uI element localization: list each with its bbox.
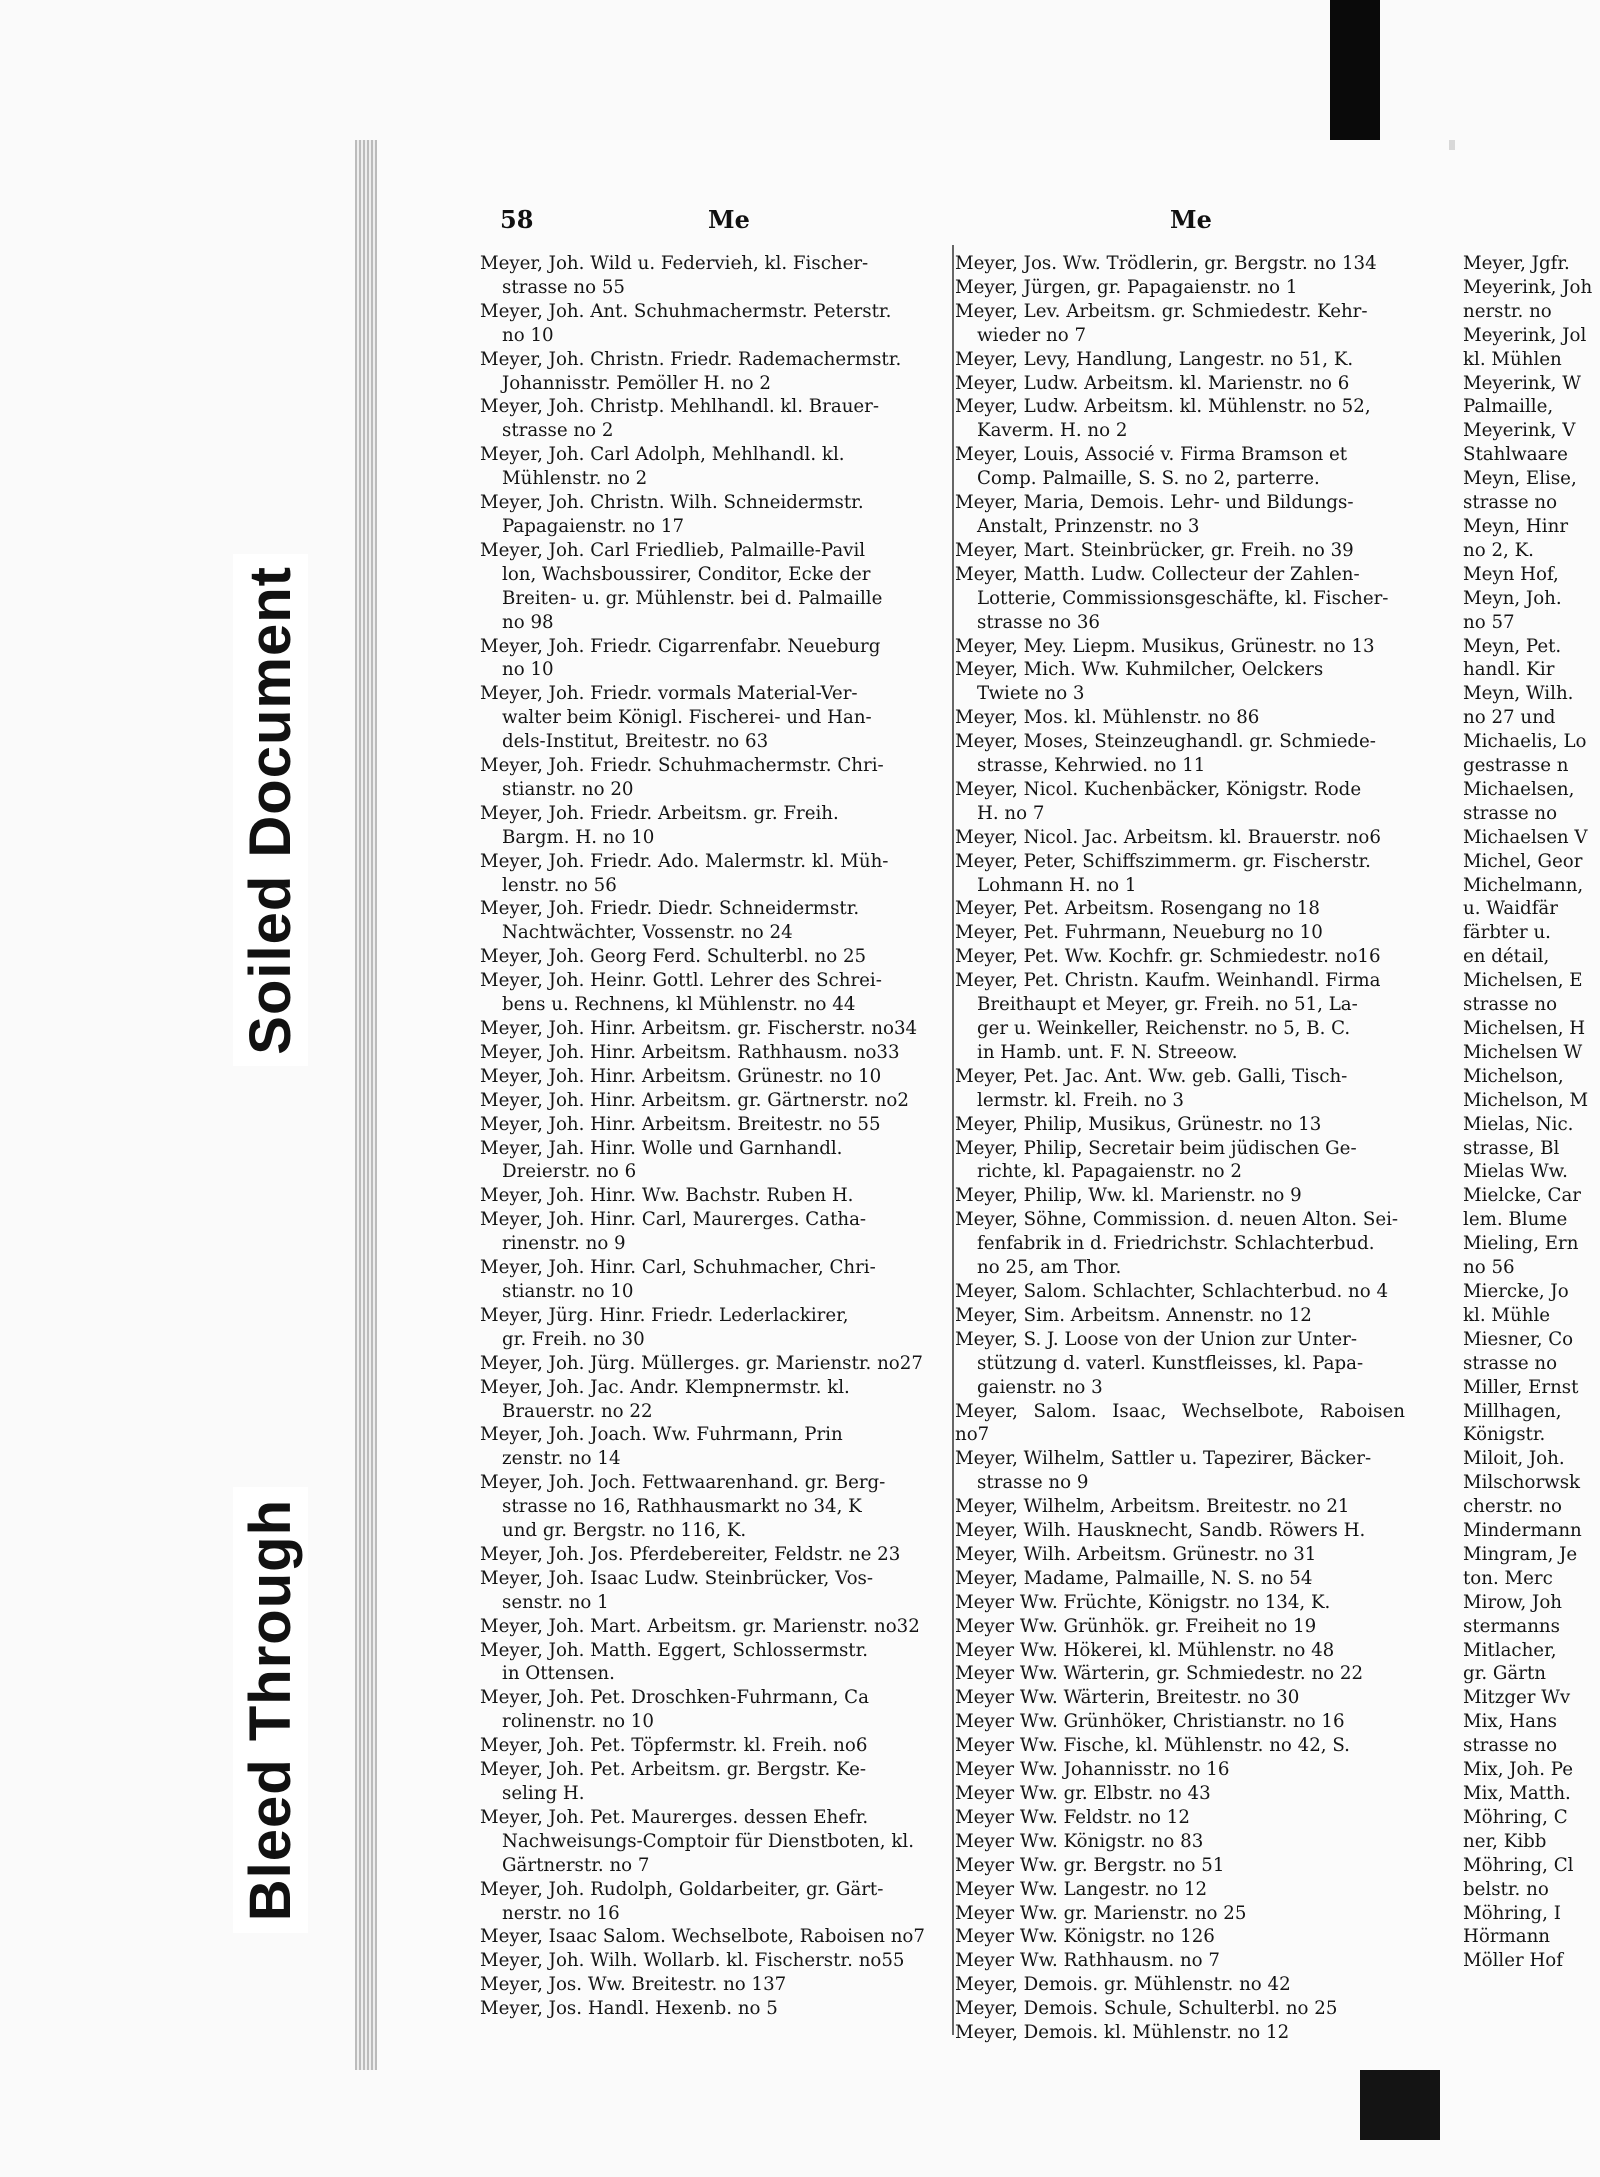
directory-entry-line: stützung d. vaterl. Kunstfleisses, kl. Papa- [977, 1352, 1364, 1374]
directory-entry-line: no 57 [1463, 611, 1515, 633]
directory-entry-line: Meyer, Joh. Joach. Ww. Fuhrmann, Prin [480, 1424, 843, 1446]
directory-entry-line: rinenstr. no 9 [502, 1233, 626, 1255]
directory-entry-line: Mirow, Joh [1463, 1591, 1563, 1613]
directory-entry-line: Mix, Hans [1463, 1711, 1558, 1733]
directory-entry-line: lermstr. kl. Freih. no 3 [977, 1089, 1185, 1111]
directory-entry-line: Meyer, Philip, Secretair beim jüdischen Ge- [955, 1137, 1357, 1159]
directory-entry-line: Mitlacher, [1463, 1639, 1557, 1661]
directory-entry-line: Meyer Ww. Hökerei, kl. Mühlenstr. no 48 [955, 1639, 1335, 1661]
directory-entry-line: Meyer, Joh. Wilh. Wollarb. kl. Fischerstr. no55 [480, 1950, 905, 1972]
directory-entry-line: Meyer Ww. Feldstr. no 12 [955, 1806, 1190, 1828]
directory-entry-line: Meyn, Joh. [1463, 587, 1562, 609]
directory-entry-line: Miesner, Co [1463, 1328, 1574, 1350]
directory-column-3 [1463, 252, 1600, 1973]
directory-entry-line: Mix, Joh. Pe [1463, 1759, 1573, 1781]
directory-entry-line: Meyer, Joh. Friedr. Diedr. Schneidermstr. [480, 898, 860, 920]
directory-entry-line: Meyer, Joh. Pet. Arbeitsm. gr. Bergstr. Ke- [480, 1759, 867, 1781]
directory-entry-line: Bargm. H. no 10 [502, 826, 655, 848]
directory-entry-line: Meyer, Joh. Carl Friedlieb, Palmaille-Pavil [480, 539, 866, 561]
directory-entry-line: Meyerink, Jol [1463, 324, 1587, 346]
directory-entry-line: strasse no 2 [502, 420, 614, 442]
directory-entry-line: Meyerink, V [1463, 420, 1576, 442]
directory-entry-line: stermanns [1463, 1615, 1560, 1637]
directory-entry-line: Meyer, Salom. Isaac, Wechselbote, Raboisen no7 [955, 1400, 1405, 1446]
directory-entry-line: no 56 [1463, 1257, 1515, 1279]
directory-entry-line: Brauerstr. no 22 [502, 1400, 653, 1422]
directory-entry-line: Meyer, Joh. Pet. Maurerges. dessen Ehefr. [480, 1806, 869, 1828]
directory-entry-line: Meyn Hof, [1463, 563, 1559, 585]
directory-entry-line: bens u. Rechnens, kl Mühlenstr. no 44 [502, 994, 856, 1016]
directory-entry-line: ger u. Weinkeller, Reichenstr. no 5, B. C. [977, 1018, 1351, 1039]
directory-entry-line: Königstr. [1463, 1424, 1546, 1446]
directory-entry-line: Meyer, Moses, Steinzeughandl. gr. Schmiede- [955, 731, 1376, 753]
directory-entry-line: Meyer, Mart. Steinbrücker, gr. Freih. no 39 [955, 539, 1354, 561]
directory-entry-line: Mindermann [1463, 1520, 1582, 1542]
directory-entry-line: Möhring, Cl [1463, 1854, 1574, 1876]
directory-entry-line: Meyer, Joh. Georg Ferd. Schulterbl. no 25 [480, 946, 867, 968]
directory-entry-line: Meyer, Jos. Ww. Trödlerin, gr. Bergstr. no 134 [955, 253, 1377, 274]
directory-entry-line: Michelson, [1463, 1065, 1564, 1087]
directory-entry-line: fenfabrik in d. Friedrichstr. Schlachterbud. [977, 1233, 1375, 1255]
directory-entry-line: Meyer, Joh. Friedr. Schuhmachermstr. Chri- [480, 755, 884, 777]
directory-entry-line: Meyer, Pet. Fuhrmann, Neueburg no 10 [955, 922, 1323, 944]
directory-entry-line: Michel, Geor [1463, 850, 1583, 872]
directory-entry-line: Anstalt, Prinzenstr. no 3 [977, 515, 1200, 537]
directory-entry-line: Meyer Ww. gr. Marienstr. no 25 [955, 1902, 1247, 1924]
directory-entry-line: Meyer, Demois. kl. Mühlenstr. no 12 [955, 2022, 1290, 2044]
directory-entry-line: dels-Institut, Breitestr. no 63 [502, 731, 769, 753]
directory-entry-line: Meyer Ww. Grünhöker, Christianstr. no 16 [955, 1711, 1345, 1733]
directory-entry-line: Meyer Ww. Langestr. no 12 [955, 1878, 1208, 1900]
directory-entry-line: Mix, Matth. [1463, 1783, 1571, 1804]
directory-entry-line: Meyer, Levy, Handlung, Langestr. no 51, K. [955, 348, 1354, 370]
directory-entry-line: färbter u. [1463, 922, 1551, 944]
directory-entry-line: Meyer, Joh. Jürg. Müllerges. gr. Marienstr. no27 [480, 1352, 923, 1374]
directory-entry-line: Meyer, Joh. Rudolph, Goldarbeiter, gr. Gärt- [480, 1878, 884, 1900]
directory-entry-line: no 2, K. [1463, 539, 1534, 561]
directory-entry-line: Meyer, Joh. Wild u. Federvieh, kl. Fischer- [480, 253, 869, 274]
directory-entry-line: no 98 [502, 611, 554, 633]
column-divider [952, 245, 954, 2035]
directory-entry-line: Meyer, Joh. Hinr. Arbeitsm. Breitestr. no 55 [480, 1113, 881, 1135]
directory-entry-line: richte, kl. Papagaienstr. no 2 [977, 1161, 1242, 1183]
directory-entry-line: Meyer, Maria, Demois. Lehr- und Bildungs- [955, 492, 1354, 514]
directory-entry-line: strasse no 55 [502, 276, 625, 298]
directory-entry-line: strasse no [1463, 1352, 1558, 1374]
directory-entry-line: Mieling, Ern [1463, 1233, 1579, 1255]
directory-entry-line: Meyer, Wilh. Arbeitsm. Grünestr. no 31 [955, 1543, 1317, 1565]
directory-entry-line: lenstr. no 56 [502, 874, 617, 896]
directory-entry-line: Meyer Ww. Königstr. no 126 [955, 1926, 1215, 1948]
directory-entry-line: Meyer, Joh. Christn. Wilh. Schneidermstr. [480, 492, 864, 514]
directory-entry-line: Gärtnerstr. no 7 [502, 1854, 650, 1876]
directory-entry-line: en détail, [1463, 946, 1550, 968]
directory-entry-line: stianstr. no 20 [502, 778, 634, 800]
directory-entry-line: Meyer Ww. Johannisstr. no 16 [955, 1759, 1230, 1781]
directory-entry-line: Meyer, Pet. Jac. Ant. Ww. geb. Galli, Tisch- [955, 1065, 1348, 1087]
directory-entry-line: Meyer, Pet. Ww. Kochfr. gr. Schmiedestr. no16 [955, 946, 1381, 968]
directory-entry-line: Möhring, C [1463, 1806, 1568, 1828]
directory-entry-line: Meyer, Nicol. Kuchenbäcker, Königstr. Rode [955, 778, 1362, 800]
directory-entry-line: Meyer, S. J. Loose von der Union zur Unter- [955, 1328, 1357, 1350]
directory-entry-line: lon, Wachsboussirer, Conditor, Ecke der [502, 563, 871, 585]
directory-entry-line: Meyer, Joh. Hinr. Arbeitsm. gr. Fischerstr. no34 [480, 1018, 918, 1039]
directory-entry-line: Meyer, Wilhelm, Sattler u. Tapezirer, Bäcker- [955, 1448, 1372, 1470]
directory-entry-line: Meyer, Joh. Friedr. Arbeitsm. gr. Freih. [480, 802, 839, 824]
directory-entry-line: strasse no 9 [977, 1472, 1089, 1494]
directory-entry-line: Mühlenstr. no 2 [502, 468, 648, 490]
directory-entry-line: Comp. Palmaille, S. S. no 2, parterre. [977, 468, 1320, 490]
directory-entry-line: no 27 und [1463, 707, 1556, 729]
bleed-through-label: Bleed Through [237, 1498, 303, 1922]
directory-entry-line: H. no 7 [977, 802, 1045, 824]
directory-entry-line: Meyer, Joh. Hinr. Arbeitsm. gr. Gärtnerstr. no2 [480, 1089, 909, 1111]
directory-entry-line: Kaverm. H. no 2 [977, 420, 1128, 442]
directory-entry-line: gestrasse n [1463, 755, 1569, 777]
directory-entry-line: Meyer, Jos. Ww. Breitestr. no 137 [480, 1974, 787, 1996]
directory-entry-line: Meyer, Joh. Friedr. Cigarrenfabr. Neueburg [480, 635, 881, 657]
directory-entry-line: in Ottensen. [502, 1663, 615, 1685]
directory-entry-line: Nachtwächter, Vossenstr. no 24 [502, 922, 793, 944]
directory-entry-line: Meyer Ww. gr. Elbstr. no 43 [955, 1783, 1211, 1804]
scan-top-right [1380, 0, 1600, 160]
directory-entry-line: Twiete no 3 [977, 683, 1085, 705]
directory-entry-line: strasse no 36 [977, 611, 1100, 633]
directory-entry-line: Meyer, Joh. Ant. Schuhmachermstr. Peterstr. [480, 300, 892, 322]
directory-entry-line: Meyer, Joh. Hinr. Carl, Maurerges. Catha- [480, 1209, 867, 1231]
directory-entry-line: lem. Blume [1463, 1209, 1568, 1231]
directory-entry-line: strasse no [1463, 1735, 1558, 1757]
directory-entry-line: Palmaille, [1463, 396, 1554, 418]
directory-entry-line: Michelmann, [1463, 874, 1584, 896]
directory-entry-line: Meyerink, Joh [1463, 276, 1593, 298]
directory-entry-line: Meyer, Matth. Ludw. Collecteur der Zahlen- [955, 563, 1360, 585]
directory-entry-line: Meyer, Jürg. Hinr. Friedr. Lederlackirer, [480, 1304, 849, 1326]
directory-entry-line: Hörmann [1463, 1926, 1551, 1948]
directory-entry-line: gr. Freih. no 30 [502, 1328, 645, 1350]
directory-entry-line: Michelsen, E [1463, 970, 1583, 992]
directory-entry-line: Milschorwsk [1463, 1472, 1581, 1494]
directory-entry-line: Meyer, Joh. Joch. Fettwaarenhand. gr. Berg- [480, 1472, 886, 1494]
directory-entry-line: Meyer, Jgfr. [1463, 253, 1570, 274]
directory-entry-line: Millhagen, [1463, 1400, 1562, 1422]
directory-entry-line: no 25, am Thor. [977, 1257, 1122, 1279]
directory-column-1 [480, 252, 950, 2021]
directory-entry-line: zenstr. no 14 [502, 1448, 621, 1470]
directory-entry-line: Michaelis, Lo [1463, 731, 1587, 753]
directory-entry-line: Meyer Ww. Grünhök. gr. Freiheit no 19 [955, 1615, 1317, 1637]
directory-entry-line: Meyer, Peter, Schiffszimmerm. gr. Fischerstr. [955, 850, 1371, 872]
directory-entry-line: Meyer, Joh. Christp. Mehlhandl. kl. Brauer- [480, 396, 880, 418]
soiled-document-label: Soiled Document [237, 565, 303, 1055]
directory-entry-line: gr. Gärtn [1463, 1663, 1546, 1685]
directory-entry-line: stianstr. no 10 [502, 1280, 634, 1302]
directory-entry-line: und gr. Bergstr. no 116, K. [502, 1520, 747, 1542]
directory-entry-line: Meyer, Pet. Christn. Kaufm. Weinhandl. Firma [955, 970, 1381, 992]
directory-entry-line: Meyer, Ludw. Arbeitsm. kl. Marienstr. no 6 [955, 372, 1350, 394]
directory-column-2 [955, 252, 1405, 2045]
directory-entry-line: Michelson, M [1463, 1089, 1589, 1111]
directory-entry-line: Meyer, Joh. Carl Adolph, Mehlhandl. kl. [480, 444, 845, 466]
directory-entry-line: Meyer, Wilh. Hausknecht, Sandb. Röwers H. [955, 1520, 1366, 1542]
directory-entry-line: Meyer, Joh. Pet. Töpfermstr. kl. Freih. no6 [480, 1735, 868, 1757]
directory-entry-line: Miloit, Joh. [1463, 1448, 1565, 1470]
directory-entry-line: Meyer, Wilhelm, Arbeitsm. Breitestr. no 21 [955, 1496, 1350, 1518]
directory-entry-line: Mitzger Wv [1463, 1687, 1571, 1709]
directory-entry-line: Meyer, Sim. Arbeitsm. Annenstr. no 12 [955, 1304, 1312, 1326]
directory-entry-line: Meyer, Ludw. Arbeitsm. kl. Mühlenstr. no 52, [955, 396, 1371, 418]
directory-entry-line: strasse no [1463, 994, 1558, 1016]
directory-entry-line: Meyn, Wilh. [1463, 683, 1574, 705]
directory-entry-line: Meyer Ww. Rathhausm. no 7 [955, 1950, 1220, 1972]
directory-entry-line: Meyer, Joh. Matth. Eggert, Schlossermstr. [480, 1639, 869, 1661]
directory-entry-line: Meyer Ww. gr. Bergstr. no 51 [955, 1854, 1225, 1876]
directory-entry-line: Meyer, Mos. kl. Mühlenstr. no 86 [955, 707, 1260, 729]
directory-entry-line: strasse, Kehrwied. no 11 [977, 755, 1206, 777]
directory-entry-line: belstr. no [1463, 1878, 1549, 1900]
directory-entry-line: in Hamb. unt. F. N. Streeow. [977, 1041, 1238, 1063]
directory-entry-line: kl. Mühlen [1463, 348, 1562, 370]
directory-entry-line: Meyer, Demois. Schule, Schulterbl. no 25 [955, 1998, 1338, 2020]
directory-entry-line: Meyer, Demois. gr. Mühlenstr. no 42 [955, 1974, 1291, 1996]
directory-entry-line: ton. Merc [1463, 1567, 1553, 1589]
directory-entry-line: Mielas Ww. [1463, 1161, 1568, 1183]
directory-entry-line: Meyer, Jürgen, gr. Papagaienstr. no 1 [955, 276, 1298, 298]
directory-entry-line: wieder no 7 [977, 324, 1087, 346]
directory-entry-line: strasse no [1463, 802, 1558, 824]
directory-entry-line: Meyer, Joh. Hinr. Ww. Bachstr. Ruben H. [480, 1185, 854, 1207]
directory-entry-line: Meyer, Joh. Friedr. Ado. Malermstr. kl. Müh- [480, 850, 889, 872]
directory-entry-line: Michaelsen V [1463, 826, 1588, 848]
bleed-through-label-wrap [190, 1430, 350, 1990]
directory-entry-line: Meyer, Joh. Hinr. Arbeitsm. Rathhausm. no33 [480, 1041, 900, 1063]
directory-entry-line: Dreierstr. no 6 [502, 1161, 637, 1183]
directory-entry-line: nerstr. no [1463, 300, 1552, 322]
directory-entry-line: Meyer, Joh. Hinr. Carl, Schuhmacher, Chri- [480, 1257, 876, 1279]
directory-entry-line: Meyer, Joh. Heinr. Gottl. Lehrer des Schrei- [480, 970, 882, 992]
directory-entry-line: Meyer, Joh. Mart. Arbeitsm. gr. Marienstr. no32 [480, 1615, 920, 1637]
directory-entry-line: Meyer, Joh. Isaac Ludw. Steinbrücker, Vos- [480, 1567, 874, 1589]
directory-entry-line: Meyer, Mey. Liepm. Musikus, Grünestr. no 13 [955, 635, 1375, 657]
directory-entry-line: Papagaienstr. no 17 [502, 515, 685, 537]
directory-entry-line: Mielas, Nic. [1463, 1113, 1574, 1135]
directory-entry-line: Breithaupt et Meyer, gr. Freih. no 51, La- [977, 994, 1358, 1016]
page-number: 58 [500, 205, 534, 234]
directory-entry-line: Meyer Ww. Fische, kl. Mühlenstr. no 42, S. [955, 1735, 1350, 1757]
directory-entry-line: no 10 [502, 659, 554, 681]
directory-entry-line: Johannisstr. Pemöller H. no 2 [502, 372, 771, 394]
directory-entry-line: Meyer, Isaac Salom. Wechselbote, Raboisen no7 [480, 1926, 925, 1948]
directory-entry-line: Meyer, Salom. Schlachter, Schlachterbud. no 4 [955, 1280, 1389, 1302]
directory-entry-line: Meyer, Joh. Hinr. Arbeitsm. Grünestr. no 10 [480, 1065, 882, 1087]
directory-entry-line: ner, Kibb [1463, 1830, 1547, 1852]
directory-entry-line: Meyer, Louis, Associé v. Firma Bramson et [955, 444, 1348, 466]
directory-entry-line: Michaelsen, [1463, 778, 1575, 800]
column-2-heading: Me [1170, 205, 1212, 234]
directory-entry-line: Miller, Ernst [1463, 1376, 1579, 1398]
directory-entry-line: no 10 [502, 324, 554, 346]
directory-entry-line: Meyn, Elise, [1463, 468, 1577, 490]
directory-entry-line: Michelsen W [1463, 1041, 1583, 1063]
page-edge [355, 140, 377, 2070]
directory-entry-line: Meyer, Madame, Palmaille, N. S. no 54 [955, 1567, 1313, 1589]
directory-entry-line: Meyer, Mich. Ww. Kuhmilcher, Oelckers [955, 659, 1324, 681]
directory-entry-line: Lohmann H. no 1 [977, 874, 1137, 896]
directory-entry-line: Meyer, Joh. Pet. Droschken-Fuhrmann, Ca [480, 1687, 869, 1709]
directory-entry-line: Meyer Ww. Königstr. no 83 [955, 1830, 1204, 1852]
scan-dark-strip [1330, 0, 1380, 150]
directory-entry-line: Meyer, Söhne, Commission. d. neuen Alton. Sei- [955, 1209, 1399, 1231]
directory-entry-line: Meyerink, W [1463, 372, 1581, 394]
directory-entry-line: Meyer, Joh. Jos. Pferdebereiter, Feldstr. ne 23 [480, 1543, 901, 1565]
directory-entry-line: Miercke, Jo [1463, 1280, 1569, 1302]
directory-entry-line: Meyer, Philip, Musikus, Grünestr. no 13 [955, 1113, 1322, 1135]
directory-entry-line: Meyer, Jah. Hinr. Wolle und Garnhandl. [480, 1137, 843, 1159]
directory-entry-line: Meyer, Philip, Ww. kl. Marienstr. no 9 [955, 1185, 1302, 1207]
directory-entry-line: nerstr. no 16 [502, 1902, 620, 1924]
directory-entry-line: strasse no 16, Rathhausmarkt no 34, K [502, 1496, 862, 1518]
directory-entry-line: Meyer Ww. Wärterin, gr. Schmiedestr. no 22 [955, 1663, 1364, 1685]
directory-entry-line: Mingram, Je [1463, 1543, 1578, 1565]
soiled-document-label-wrap [190, 510, 350, 1110]
directory-entry-line: Möhring, I [1463, 1902, 1561, 1924]
directory-entry-line: Michelsen, H [1463, 1018, 1586, 1039]
directory-entry-line: kl. Mühle [1463, 1304, 1551, 1326]
directory-entry-line: Meyer, Pet. Arbeitsm. Rosengang no 18 [955, 898, 1320, 920]
directory-entry-line: rolinenstr. no 10 [502, 1711, 654, 1733]
directory-entry-line: Meyn, Pet. [1463, 635, 1562, 657]
directory-entry-line: seling H. [502, 1783, 585, 1804]
directory-entry-line: Nachweisungs-Comptoir für Dienstboten, kl. [502, 1830, 914, 1852]
directory-entry-line: handl. Kir [1463, 659, 1555, 681]
directory-entry-line: Meyer, Lev. Arbeitsm. gr. Schmiedestr. Kehr- [955, 300, 1368, 322]
directory-entry-line: Möller Hof [1463, 1950, 1563, 1972]
directory-entry-line: Meyer, Joh. Christn. Friedr. Rademachermstr. [480, 348, 902, 370]
directory-entry-line: Meyer Ww. Früchte, Königstr. no 134, K. [955, 1591, 1331, 1613]
directory-entry-line: senstr. no 1 [502, 1591, 609, 1613]
directory-entry-line: walter beim Königl. Fischerei- und Han- [502, 707, 872, 729]
directory-entry-line: Meyer, Joh. Friedr. vormals Material-Ver- [480, 683, 858, 705]
directory-entry-line: Breiten- u. gr. Mühlenstr. bei d. Palmaille [502, 587, 883, 609]
directory-entry-line: Meyer, Jos. Handl. Hexenb. no 5 [480, 1998, 778, 2020]
directory-entry-line: gaienstr. no 3 [977, 1376, 1103, 1398]
directory-entry-line: Meyer, Joh. Jac. Andr. Klempnermstr. kl. [480, 1376, 850, 1398]
column-1-heading: Me [708, 205, 750, 234]
directory-entry-line: Lotterie, Commissionsgeschäfte, kl. Fischer- [977, 587, 1389, 609]
directory-entry-line: cherstr. no [1463, 1496, 1562, 1518]
directory-entry-line: strasse no [1463, 492, 1558, 514]
directory-entry-line: u. Waidfär [1463, 898, 1558, 920]
directory-entry-line: Meyn, Hinr [1463, 515, 1569, 537]
directory-entry-line: Meyer Ww. Wärterin, Breitestr. no 30 [955, 1687, 1300, 1709]
directory-entry-line: strasse, Bl [1463, 1137, 1560, 1159]
directory-entry-line: Meyer, Nicol. Jac. Arbeitsm. kl. Brauerstr. no6 [955, 826, 1381, 848]
directory-entry-line: Stahlwaare [1463, 444, 1568, 466]
directory-entry-line: Mielcke, Car [1463, 1185, 1582, 1207]
